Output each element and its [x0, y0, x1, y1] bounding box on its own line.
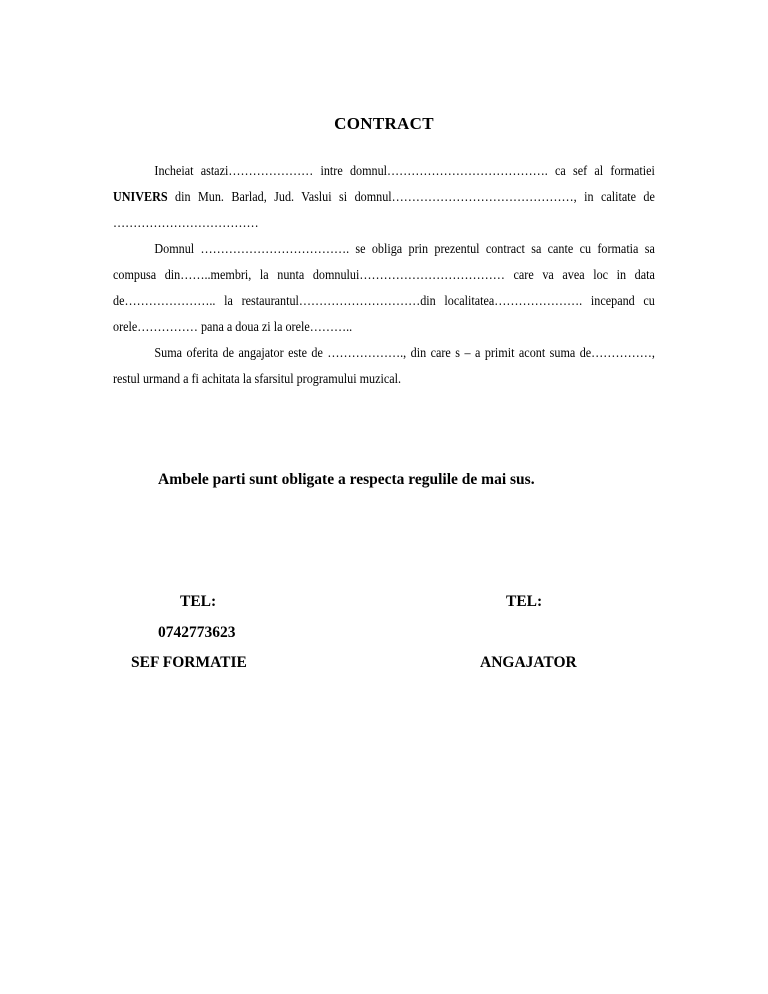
- notice-text: Ambele parti sunt obligate a respecta regulile de mai sus.: [158, 471, 535, 488]
- left-role-label: SEF FORMATIE: [131, 654, 247, 671]
- right-tel-label: TEL:: [506, 593, 543, 610]
- paragraph-intro: [113, 158, 655, 236]
- contract-body: [113, 158, 655, 392]
- paragraph-payment: Suma oferita de angajator este de ………………., din care s – a primit acont suma de……………, restul urmand a fi achitata la sfarsitul programului muzical.: [113, 345, 655, 386]
- paragraph-intro-part1: Incheiat astazi………………… intre domnul…………………………………. ca sef al formatiei: [154, 163, 655, 178]
- band-name: UNIVERS: [113, 189, 168, 204]
- left-phone-number: 0742773623: [158, 624, 236, 641]
- right-role-label: ANGAJATOR: [480, 654, 577, 671]
- page-title: CONTRACT: [334, 114, 434, 133]
- paragraph-obligation: Domnul ………………………………. se obliga prin prezentul contract sa cante cu formatia sa compusa din……..membri, la nunta domnului……………………………… care va avea loc in data de………………….. la restaurantul…………………………din localitatea…………………. incepand cu orele…………… pana a doua zi la orele………..: [113, 241, 655, 334]
- left-tel-label: TEL:: [180, 593, 217, 610]
- paragraph-intro-part2: din Mun. Barlad, Jud. Vaslui si domnul………………………………………, in calitate de ………………………………: [113, 189, 655, 230]
